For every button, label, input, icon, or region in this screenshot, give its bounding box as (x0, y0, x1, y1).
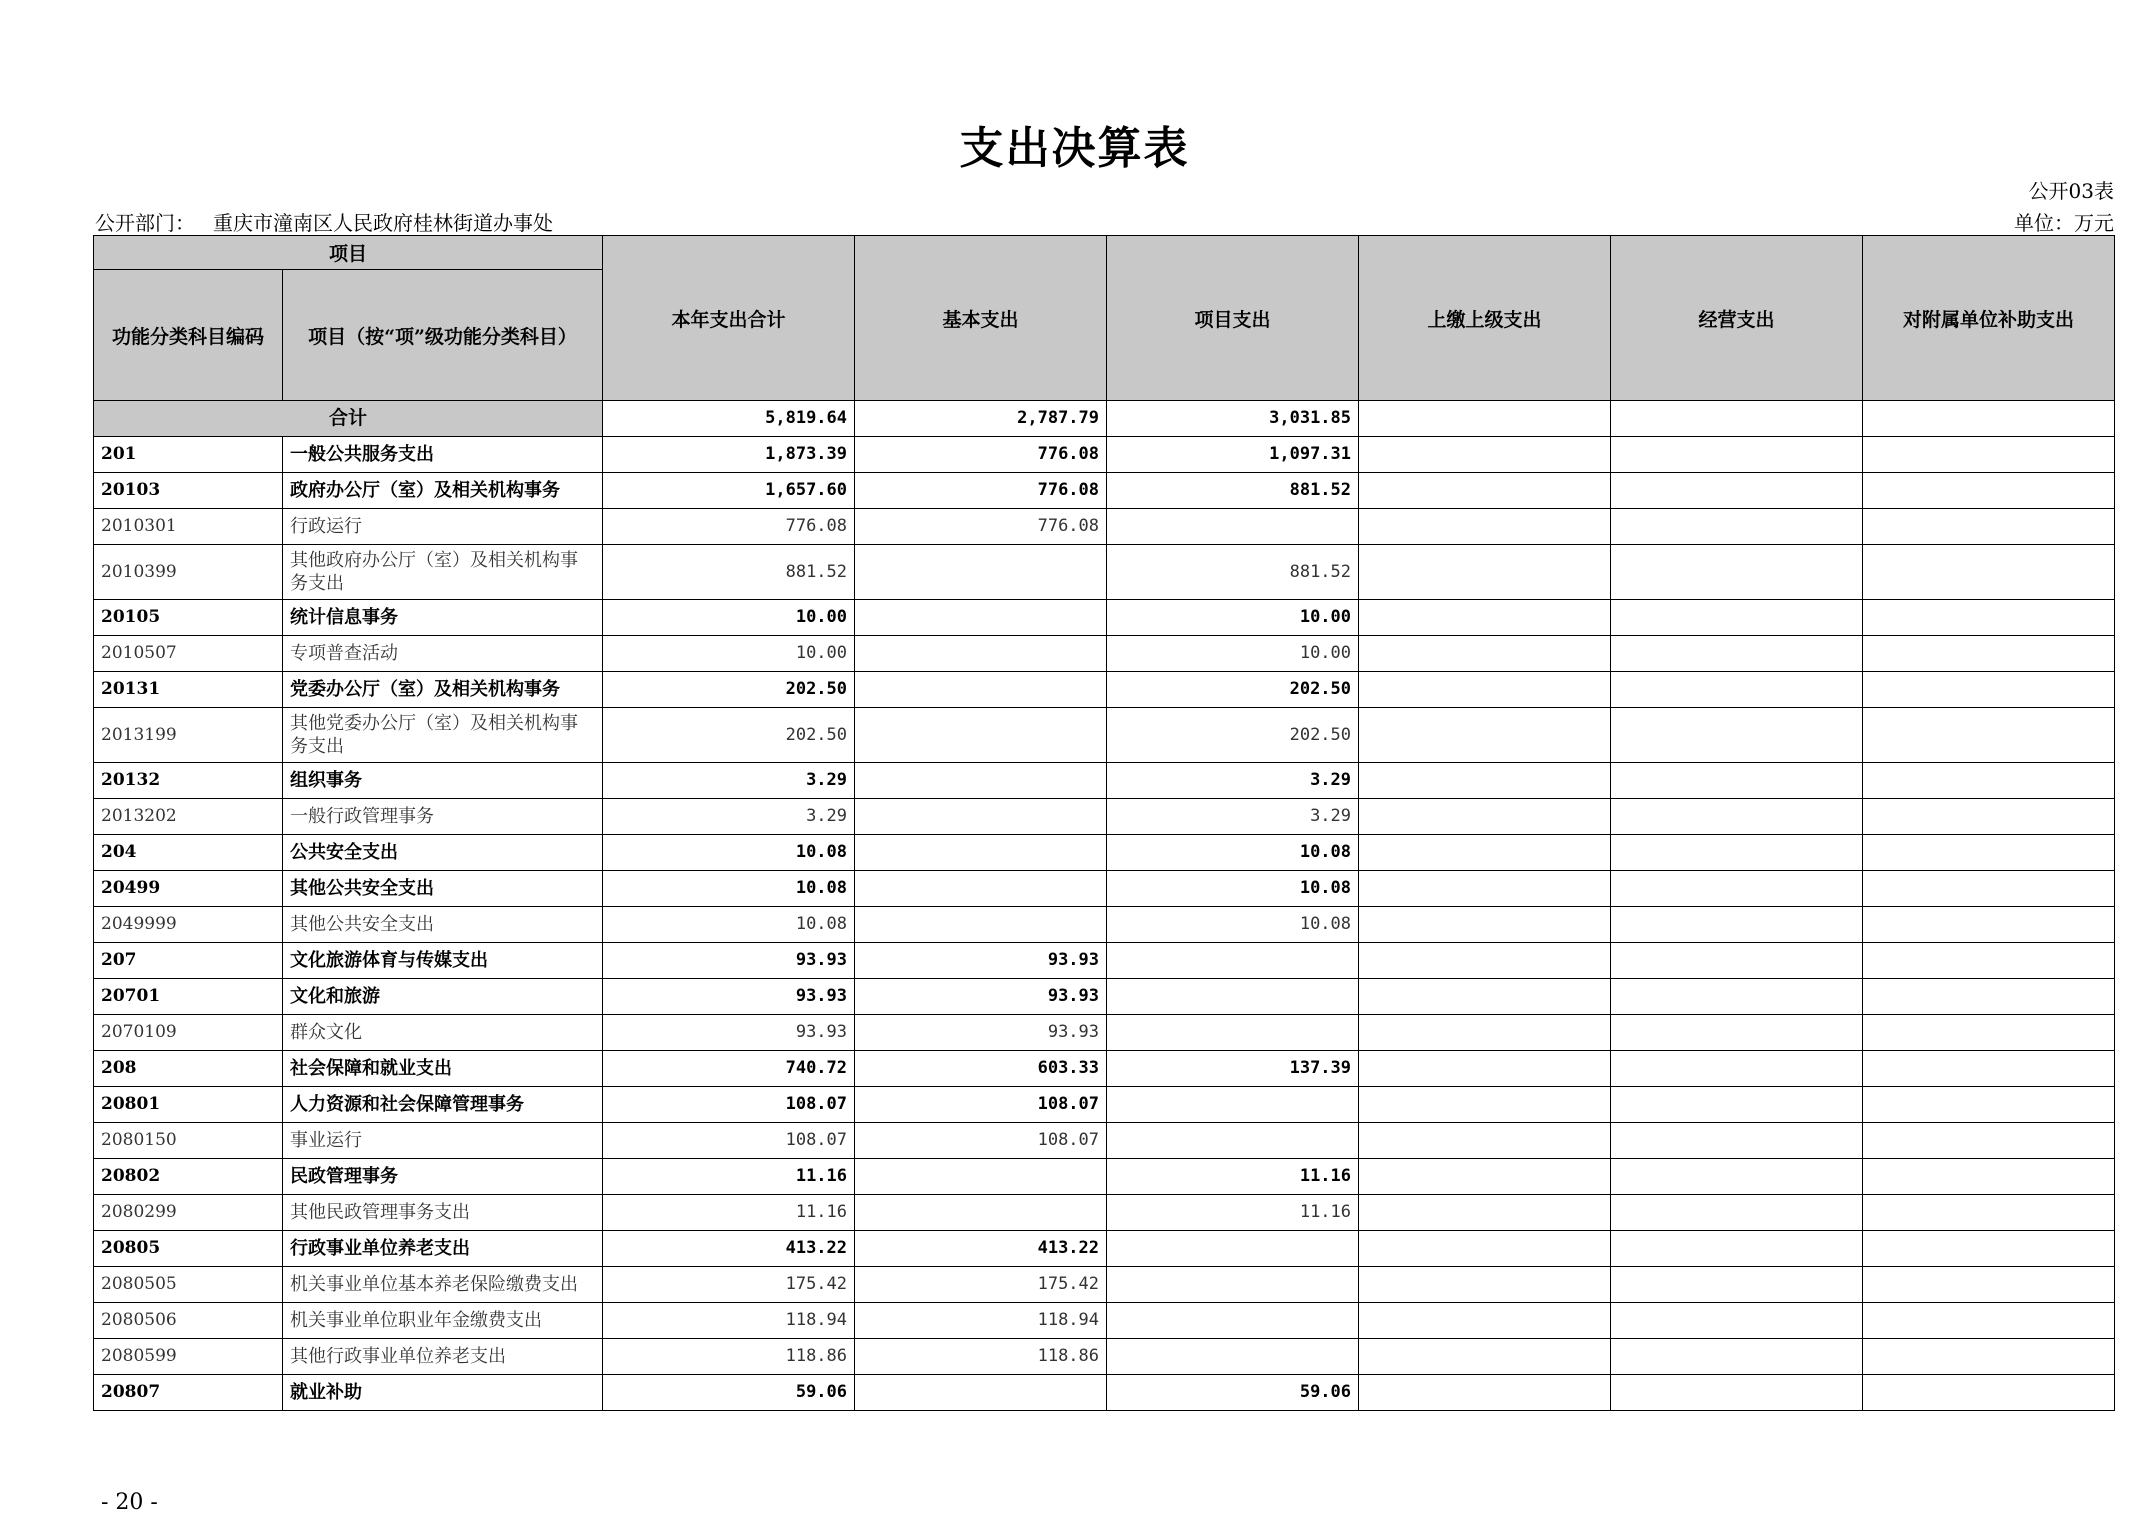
row-project (1107, 1303, 1359, 1339)
row-subsidy (1863, 1339, 2115, 1375)
row-project (1107, 509, 1359, 545)
row-name: 其他公共安全支出 (283, 907, 603, 943)
header-basic: 基本支出 (855, 236, 1107, 401)
row-total: 10.08 (603, 907, 855, 943)
row-total: 175.42 (603, 1267, 855, 1303)
row-subsidy (1863, 1087, 2115, 1123)
row-subsidy (1863, 1051, 2115, 1087)
table-row (94, 1123, 2115, 1159)
total-subsidy (1863, 401, 2115, 437)
table-row (94, 1231, 2115, 1267)
row-name: 事业运行 (283, 1123, 603, 1159)
row-project (1107, 1087, 1359, 1123)
row-project: 202.50 (1107, 708, 1359, 763)
row-name: 其他行政事业单位养老支出 (283, 1339, 603, 1375)
row-upper (1359, 1375, 1611, 1411)
department-line (95, 207, 553, 236)
row-upper (1359, 943, 1611, 979)
row-name: 其他政府办公厅（室）及相关机构事务支出 (283, 545, 603, 600)
row-basic (855, 1375, 1107, 1411)
row-code: 2013202 (94, 799, 283, 835)
row-project: 3.29 (1107, 763, 1359, 799)
row-code: 20132 (94, 763, 283, 799)
row-total: 11.16 (603, 1159, 855, 1195)
row-project (1107, 1267, 1359, 1303)
row-total: 108.07 (603, 1123, 855, 1159)
row-basic (855, 799, 1107, 835)
row-name: 组织事务 (283, 763, 603, 799)
row-name: 一般公共服务支出 (283, 437, 603, 473)
row-name: 社会保障和就业支出 (283, 1051, 603, 1087)
row-upper (1359, 799, 1611, 835)
table-row (94, 1051, 2115, 1087)
row-project: 10.08 (1107, 835, 1359, 871)
row-project: 10.00 (1107, 600, 1359, 636)
row-subsidy (1863, 600, 2115, 636)
row-project: 10.00 (1107, 636, 1359, 672)
row-subsidy (1863, 835, 2115, 871)
row-project: 1,097.31 (1107, 437, 1359, 473)
row-name: 政府办公厅（室）及相关机构事务 (283, 473, 603, 509)
row-name: 其他公共安全支出 (283, 871, 603, 907)
row-code: 2080506 (94, 1303, 283, 1339)
row-name: 文化旅游体育与传媒支出 (283, 943, 603, 979)
row-basic (855, 600, 1107, 636)
row-code: 20802 (94, 1159, 283, 1195)
table-row (94, 1159, 2115, 1195)
row-subsidy (1863, 907, 2115, 943)
table-row (94, 907, 2115, 943)
table-row (94, 545, 2115, 600)
row-code: 2080599 (94, 1339, 283, 1375)
row-subsidy (1863, 1123, 2115, 1159)
row-basic (855, 636, 1107, 672)
total-business (1611, 401, 1863, 437)
row-project (1107, 979, 1359, 1015)
row-upper (1359, 1303, 1611, 1339)
header-business: 经营支出 (1611, 236, 1863, 401)
table-row (94, 763, 2115, 799)
row-upper (1359, 1339, 1611, 1375)
department-name: 重庆市潼南区人民政府桂林街道办事处 (213, 211, 553, 235)
row-subsidy (1863, 1303, 2115, 1339)
row-total: 118.94 (603, 1303, 855, 1339)
row-total: 10.00 (603, 636, 855, 672)
row-subsidy (1863, 1015, 2115, 1051)
table-row (94, 799, 2115, 835)
row-business (1611, 1231, 1863, 1267)
total-sum: 5,819.64 (603, 401, 855, 437)
row-basic: 93.93 (855, 1015, 1107, 1051)
row-business (1611, 1375, 1863, 1411)
row-total: 776.08 (603, 509, 855, 545)
row-total: 118.86 (603, 1339, 855, 1375)
row-upper (1359, 600, 1611, 636)
row-code: 2080299 (94, 1195, 283, 1231)
table-row (94, 672, 2115, 708)
row-total: 202.50 (603, 708, 855, 763)
header-item-group: 项目 (94, 236, 603, 270)
row-code: 2080505 (94, 1267, 283, 1303)
row-subsidy (1863, 943, 2115, 979)
row-basic: 108.07 (855, 1123, 1107, 1159)
row-upper (1359, 1231, 1611, 1267)
row-total: 10.08 (603, 835, 855, 871)
table-row (94, 708, 2115, 763)
row-total: 1,873.39 (603, 437, 855, 473)
row-total: 93.93 (603, 943, 855, 979)
row-subsidy (1863, 871, 2115, 907)
row-project: 881.52 (1107, 473, 1359, 509)
row-name: 其他民政管理事务支出 (283, 1195, 603, 1231)
row-subsidy (1863, 636, 2115, 672)
row-code: 20105 (94, 600, 283, 636)
row-basic: 118.86 (855, 1339, 1107, 1375)
row-business (1611, 799, 1863, 835)
row-upper (1359, 636, 1611, 672)
table-row (94, 1303, 2115, 1339)
row-business (1611, 943, 1863, 979)
row-upper (1359, 1159, 1611, 1195)
row-total: 59.06 (603, 1375, 855, 1411)
page-title: 支出决算表 (959, 123, 1190, 174)
row-basic: 603.33 (855, 1051, 1107, 1087)
row-code: 20701 (94, 979, 283, 1015)
row-total: 108.07 (603, 1087, 855, 1123)
row-business (1611, 1087, 1863, 1123)
row-business (1611, 708, 1863, 763)
table-row (94, 509, 2115, 545)
row-basic (855, 1159, 1107, 1195)
row-name: 民政管理事务 (283, 1159, 603, 1195)
row-subsidy (1863, 979, 2115, 1015)
row-code: 20807 (94, 1375, 283, 1411)
table-row (94, 1195, 2115, 1231)
table-row (94, 871, 2115, 907)
row-name: 群众文化 (283, 1015, 603, 1051)
table-row (94, 835, 2115, 871)
row-business (1611, 1051, 1863, 1087)
row-basic (855, 835, 1107, 871)
row-project (1107, 1015, 1359, 1051)
row-total: 740.72 (603, 1051, 855, 1087)
row-name: 专项普查活动 (283, 636, 603, 672)
form-number: 公开03表 (2028, 179, 2114, 203)
row-basic: 118.94 (855, 1303, 1107, 1339)
row-business (1611, 473, 1863, 509)
row-project: 202.50 (1107, 672, 1359, 708)
row-code: 20131 (94, 672, 283, 708)
table-row (94, 1015, 2115, 1051)
row-code: 2010507 (94, 636, 283, 672)
row-business (1611, 871, 1863, 907)
row-project: 59.06 (1107, 1375, 1359, 1411)
row-upper (1359, 1123, 1611, 1159)
row-business (1611, 1195, 1863, 1231)
row-project (1107, 1123, 1359, 1159)
row-upper (1359, 1087, 1611, 1123)
row-code: 20805 (94, 1231, 283, 1267)
total-basic: 2,787.79 (855, 401, 1107, 437)
row-project: 11.16 (1107, 1159, 1359, 1195)
table-row (94, 473, 2115, 509)
row-subsidy (1863, 1375, 2115, 1411)
row-basic (855, 907, 1107, 943)
row-name: 行政运行 (283, 509, 603, 545)
row-business (1611, 1303, 1863, 1339)
row-code: 2010399 (94, 545, 283, 600)
table-row (94, 943, 2115, 979)
row-subsidy (1863, 672, 2115, 708)
row-code: 208 (94, 1051, 283, 1087)
row-business (1611, 636, 1863, 672)
row-subsidy (1863, 1267, 2115, 1303)
row-name: 行政事业单位养老支出 (283, 1231, 603, 1267)
row-project: 881.52 (1107, 545, 1359, 600)
row-code: 2013199 (94, 708, 283, 763)
row-name: 公共安全支出 (283, 835, 603, 871)
row-project: 10.08 (1107, 907, 1359, 943)
row-subsidy (1863, 1231, 2115, 1267)
row-project (1107, 1339, 1359, 1375)
row-total: 202.50 (603, 672, 855, 708)
total-project: 3,031.85 (1107, 401, 1359, 437)
total-row (94, 401, 2115, 437)
row-business (1611, 1015, 1863, 1051)
page-number: - 20 - (101, 1490, 158, 1515)
row-subsidy (1863, 1195, 2115, 1231)
row-project (1107, 943, 1359, 979)
row-basic: 93.93 (855, 943, 1107, 979)
row-total: 3.29 (603, 799, 855, 835)
row-upper (1359, 708, 1611, 763)
row-upper (1359, 1195, 1611, 1231)
row-code: 2049999 (94, 907, 283, 943)
row-project (1107, 1231, 1359, 1267)
total-upper (1359, 401, 1611, 437)
row-upper (1359, 672, 1611, 708)
row-basic: 413.22 (855, 1231, 1107, 1267)
row-business (1611, 672, 1863, 708)
row-basic: 108.07 (855, 1087, 1107, 1123)
row-upper (1359, 907, 1611, 943)
row-code: 204 (94, 835, 283, 871)
row-name: 其他党委办公厅（室）及相关机构事务支出 (283, 708, 603, 763)
row-total: 413.22 (603, 1231, 855, 1267)
row-business (1611, 1339, 1863, 1375)
row-project: 10.08 (1107, 871, 1359, 907)
row-basic (855, 672, 1107, 708)
row-code: 20103 (94, 473, 283, 509)
row-project: 3.29 (1107, 799, 1359, 835)
table-row (94, 600, 2115, 636)
row-code: 2070109 (94, 1015, 283, 1051)
row-upper (1359, 1015, 1611, 1051)
row-subsidy (1863, 799, 2115, 835)
table-row (94, 1375, 2115, 1411)
row-total: 881.52 (603, 545, 855, 600)
row-upper (1359, 871, 1611, 907)
expenditure-table (93, 235, 2115, 1411)
row-business (1611, 763, 1863, 799)
row-total: 10.08 (603, 871, 855, 907)
header-subsidy: 对附属单位补助支出 (1863, 236, 2115, 401)
row-business (1611, 1159, 1863, 1195)
row-basic: 776.08 (855, 509, 1107, 545)
table-row (94, 979, 2115, 1015)
row-business (1611, 835, 1863, 871)
row-name: 统计信息事务 (283, 600, 603, 636)
row-basic: 175.42 (855, 1267, 1107, 1303)
row-code: 20801 (94, 1087, 283, 1123)
row-basic: 776.08 (855, 473, 1107, 509)
row-subsidy (1863, 708, 2115, 763)
header-code: 功能分类科目编码 (94, 270, 283, 401)
row-name: 党委办公厅（室）及相关机构事务 (283, 672, 603, 708)
row-project: 11.16 (1107, 1195, 1359, 1231)
row-total: 1,657.60 (603, 473, 855, 509)
row-name: 就业补助 (283, 1375, 603, 1411)
row-basic: 776.08 (855, 437, 1107, 473)
table-row (94, 636, 2115, 672)
table-row (94, 1267, 2115, 1303)
row-subsidy (1863, 509, 2115, 545)
row-upper (1359, 1051, 1611, 1087)
row-subsidy (1863, 545, 2115, 600)
row-business (1611, 1123, 1863, 1159)
row-business (1611, 437, 1863, 473)
row-upper (1359, 473, 1611, 509)
row-total: 10.00 (603, 600, 855, 636)
table-row (94, 1339, 2115, 1375)
row-upper (1359, 763, 1611, 799)
row-code: 2010301 (94, 509, 283, 545)
row-basic (855, 763, 1107, 799)
row-name: 机关事业单位职业年金缴费支出 (283, 1303, 603, 1339)
row-total: 93.93 (603, 979, 855, 1015)
row-name: 一般行政管理事务 (283, 799, 603, 835)
row-subsidy (1863, 473, 2115, 509)
row-total: 11.16 (603, 1195, 855, 1231)
row-business (1611, 545, 1863, 600)
header-name: 项目（按“项”级功能分类科目） (283, 270, 603, 401)
row-code: 2080150 (94, 1123, 283, 1159)
row-business (1611, 907, 1863, 943)
row-subsidy (1863, 1159, 2115, 1195)
row-name: 机关事业单位基本养老保险缴费支出 (283, 1267, 603, 1303)
row-business (1611, 509, 1863, 545)
row-code: 20499 (94, 871, 283, 907)
row-name: 人力资源和社会保障管理事务 (283, 1087, 603, 1123)
row-total: 3.29 (603, 763, 855, 799)
header-upper: 上缴上级支出 (1359, 236, 1611, 401)
row-upper (1359, 979, 1611, 1015)
row-business (1611, 600, 1863, 636)
row-basic (855, 708, 1107, 763)
row-upper (1359, 437, 1611, 473)
row-basic: 93.93 (855, 979, 1107, 1015)
unit-label: 单位：万元 (2014, 211, 2114, 235)
row-basic (855, 871, 1107, 907)
table-row (94, 437, 2115, 473)
row-business (1611, 1267, 1863, 1303)
row-name: 文化和旅游 (283, 979, 603, 1015)
header-total: 本年支出合计 (603, 236, 855, 401)
row-subsidy (1863, 763, 2115, 799)
row-subsidy (1863, 437, 2115, 473)
row-basic (855, 545, 1107, 600)
row-project: 137.39 (1107, 1051, 1359, 1087)
row-code: 201 (94, 437, 283, 473)
table-row (94, 1087, 2115, 1123)
department-label: 公开部门： (95, 211, 195, 235)
total-label: 合计 (94, 401, 603, 437)
row-upper (1359, 545, 1611, 600)
row-upper (1359, 509, 1611, 545)
row-total: 93.93 (603, 1015, 855, 1051)
row-business (1611, 979, 1863, 1015)
row-upper (1359, 1267, 1611, 1303)
row-basic (855, 1195, 1107, 1231)
header-project: 项目支出 (1107, 236, 1359, 401)
row-code: 207 (94, 943, 283, 979)
row-upper (1359, 835, 1611, 871)
